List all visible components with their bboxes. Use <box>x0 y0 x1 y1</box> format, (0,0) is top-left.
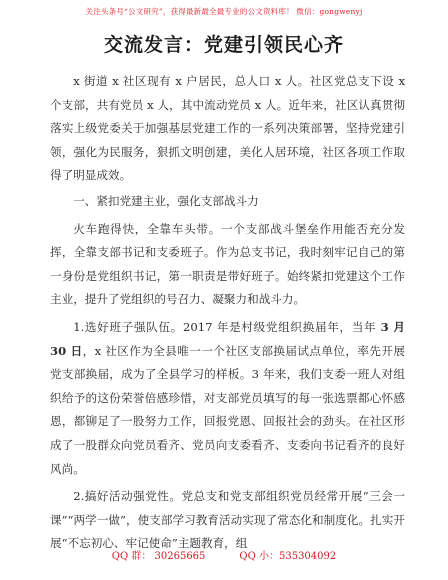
document-title: 交流发言：党建引领民心齐 <box>103 34 344 56</box>
item-1-date: 3 月 30 日 <box>50 319 405 358</box>
footer-qq-contact: QQ 小：535304092 <box>239 551 337 562</box>
item-1-text-a: 1.选好班子强队伍。2017 年是村级党组织换届年，当年 <box>73 319 381 334</box>
item-paragraph-1 <box>50 316 405 481</box>
footer-qq-group: QQ 群： 30265665 <box>111 551 206 562</box>
section-heading: 一、紧扣党建主业，强化支部战斗力 <box>73 193 259 208</box>
section-paragraph: 火车跑得快，全靠车头带。一个支部战斗堡垒作用能否充分发挥，全靠支部书记和支委班子。作为总支书记，我时刻牢记自己的第一身份是党组织书记，第一职责是带好班子。始终紧扣党建这个工作主业，提升了党组织的号召力、凝聚力和战斗力。 <box>50 221 405 307</box>
item-1-text-b: ，x 社区作为全县唯一一个社区支部换届试点单位，率先开展党支部换届，成为了全县学习的样板。3 年来，我们支委一班人对组织给予的这份荣誉倍感珍惜，对支部党员填写的每一张选票都心怀感恩，都铆足了一股努力工作，回报党恩、回报社会的劲头。在社区形成了一股群众向党员看齐、党员向支委看齐、支委向书记看齐的良好风尚。 <box>50 343 405 476</box>
header-banner: 关注头条号“公文研究”，获得最新最全最专业的公文资料库！ 微信：gongwenyj <box>85 7 363 16</box>
item-paragraph-2: 2.搞好活动强党性。党总支和党支部组织党员经常开展“三会一课”“两学一做”，使支部学习教育活动实现了常态化和制度化。扎实开展“不忘初心、牢记使命”主题教育，组 <box>50 489 405 551</box>
document-body <box>50 70 405 556</box>
intro-paragraph: x 街道 x 社区现有 x 户居民，总人口 x 人。社区党总支下设 x 个支部，共有党员 x 人，其中流动党员 x 人。近年来，社区认真贯彻落实上级党委关于加强基层党建工作的一系列决策部署，坚持党建引领，强化为民服务，狠抓文明创建，美化人居环境，社区各项工作取得了明显成效。 <box>50 74 405 183</box>
footer-banner <box>0 547 448 562</box>
